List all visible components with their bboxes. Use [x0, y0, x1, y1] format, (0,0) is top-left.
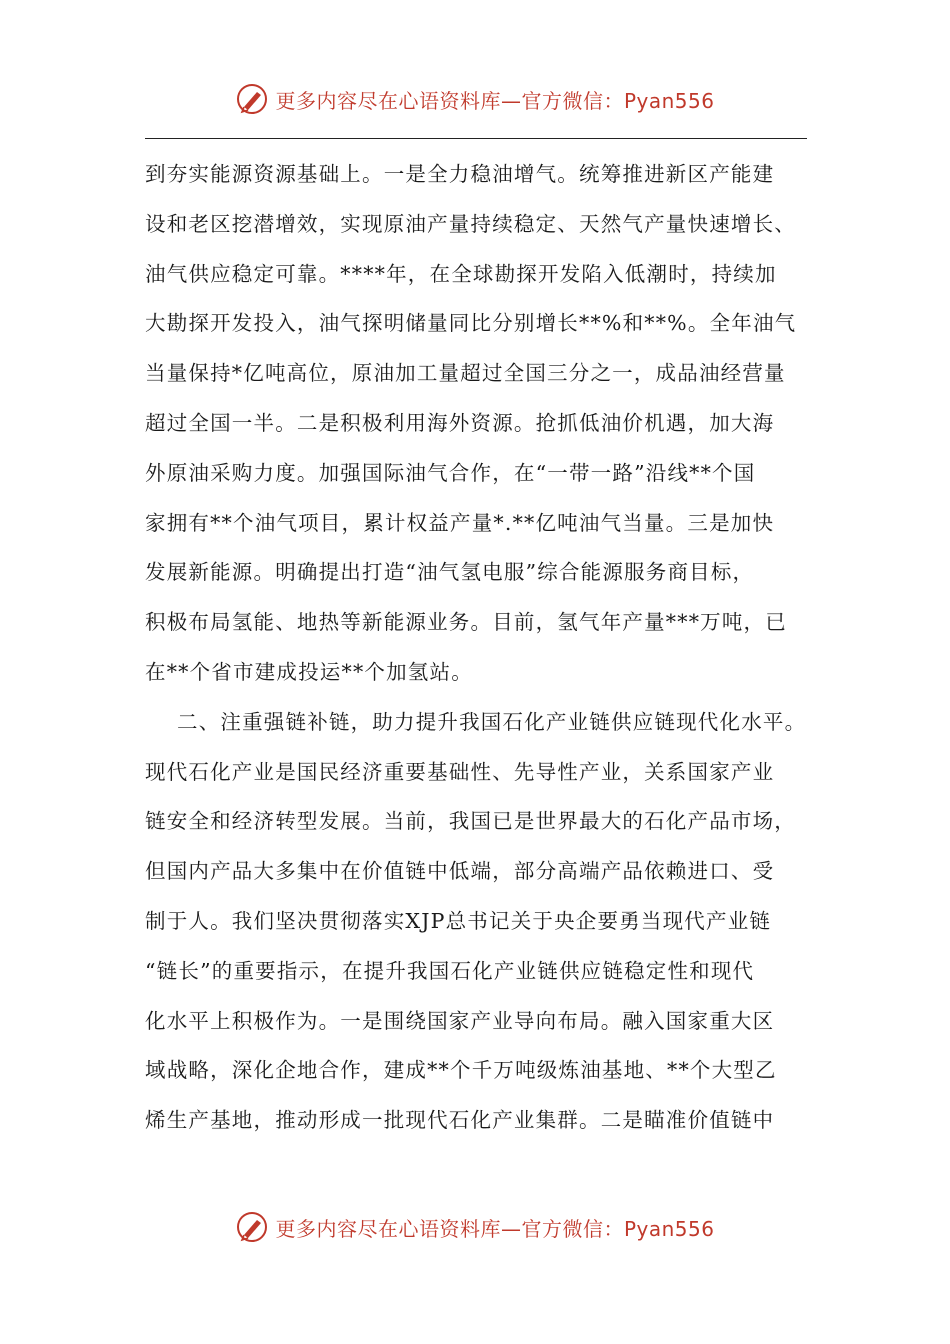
header-divider: [145, 138, 807, 139]
text-line: 大勘探开发投入，油气探明储量同比分别增长**%和**%。全年油气: [145, 311, 797, 336]
text-line: 在**个省市建成投运**个加氢站。: [145, 659, 473, 684]
pen-logo-icon: [235, 1210, 269, 1244]
document-body: [145, 150, 825, 1146]
text-line: 设和老区挖潜增效，实现原油产量持续稳定、天然气产量快速增长、: [145, 211, 796, 236]
text-line: 链安全和经济转型发展。当前，我国已是世界最大的石化产品市场，: [145, 809, 796, 834]
text-line: 到夯实能源资源基础上。一是全力稳油增气。统筹推进新区产能建: [145, 162, 775, 186]
footer-banner: [0, 1210, 950, 1244]
text-line: 家拥有**个油气项目，累计权益产量*.**亿吨油气当量。三是加快: [145, 510, 775, 535]
text-line: 烯生产基地，推动形成一批现代石化产业集群。二是瞄准价值链中: [145, 1108, 775, 1133]
text-line: 二、注重强链补链，助力提升我国石化产业链供应链现代化水平。: [177, 709, 807, 734]
header-banner: [0, 82, 950, 116]
text-line: 但国内产品大多集中在价值链中低端，部分高端产品依赖进口、受: [145, 859, 775, 884]
text-line: 油气供应稳定可靠。****年，在全球勘探开发陷入低潮时，持续加: [145, 261, 777, 286]
text-line: 域战略，深化企地合作，建成**个千万吨级炼油基地、**个大型乙: [145, 1058, 777, 1083]
footer-banner-text: 更多内容尽在心语资料库—官方微信：Pyan556: [275, 1216, 715, 1241]
text-line: 外原油采购力度。加强国际油气合作，在“一带一路”沿线**个国: [145, 460, 756, 485]
pen-logo-icon: [235, 82, 269, 116]
text-line: 积极布局氢能、地热等新能源业务。目前，氢气年产量***万吨，已: [145, 610, 787, 635]
text-line: “链长”的重要指示，在提升我国石化产业链供应链稳定性和现代: [145, 958, 755, 983]
text-line: 发展新能源。明确提出打造“油气氢电服”综合能源服务商目标，: [145, 560, 755, 585]
text-line: 当量保持*亿吨高位，原油加工量超过全国三分之一，成品油经营量: [145, 361, 786, 386]
text-line: 制于人。我们坚决贯彻落实XJP总书记关于央企要勇当现代产业链: [145, 908, 772, 933]
text-line: 化水平上积极作为。一是围绕国家产业导向布局。融入国家重大区: [145, 1008, 775, 1033]
header-banner-text: 更多内容尽在心语资料库—官方微信：Pyan556: [275, 88, 715, 113]
text-line: 现代石化产业是国民经济重要基础性、先导性产业，关系国家产业: [145, 759, 775, 784]
text-line: 超过全国一半。二是积极利用海外资源。抢抓低油价机遇，加大海: [145, 410, 775, 435]
